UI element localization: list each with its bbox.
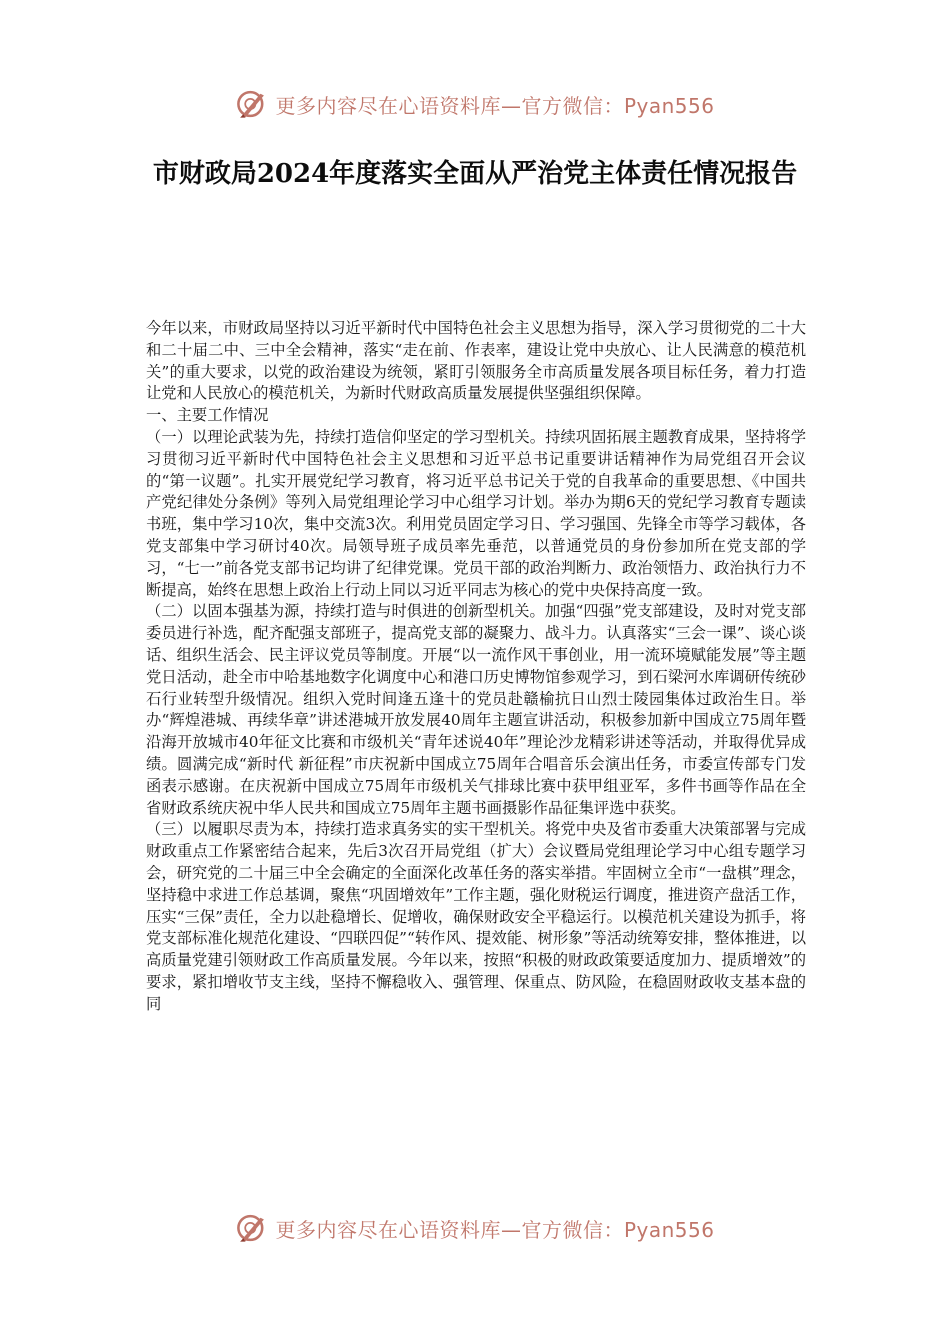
page-title: 市财政局2024年度落实全面从严治党主体责任情况报告 [152, 159, 798, 189]
watermark-text: 更多内容尽在心语资料库—官方微信：Pyan556 [275, 93, 715, 118]
watermark-text: 更多内容尽在心语资料库—官方微信：Pyan556 [275, 1217, 715, 1242]
paragraph-intro: 今年以来，市财政局坚持以习近平新时代中国特色社会主义思想为指导，深入学习贯彻党的二十大和二十届二中、三中全会精神，落实“走在前、作表率，建设让党中央放心、让人民满意的模范机关”的重大要求，以党的政治建设为统领，紧盯引领服务全市高质量发展各项目标任务，着力打造让党和人民放心的模范机关，为新时代财政高质量发展提供坚强组织保障。 [146, 319, 806, 403]
paragraph-item-3: （三）以履职尽责为本，持续打造求真务实的实干型机关。将党中央及省市委重大决策部署与完成财政重点工作紧密结合起来，先后3次召开局党组（扩大）会议暨局党组理论学习中心组专题学习会，研究党的二十届三中全会确定的全面深化改革任务的落实举措。牢固树立全市“一盘棋”理念，坚持稳中求进工作总基调，聚焦“巩固增效年”工作主题，强化财税运行调度，推进资产盘活工作，压实“三保”责任，全力以赴稳增长、促增收，确保财政安全平稳运行。以模范机关建设为抓手，将党支部标准化规范化建设、“四联四促”“转作风、提效能、树形象”等活动统筹安排，整体推进，以高质量党建引领财政工作高质量发展。今年以来，按照“积极的财政政策要适度加力、提质增效”的要求，紧扣增收节支主线，坚持不懈稳收入、强管理、保重点、防风险，在稳固财政收支基本盘的同 [146, 820, 806, 1013]
pen-logo-icon [235, 1211, 269, 1245]
paragraph-item-2: （二）以固本强基为源，持续打造与时俱进的创新型机关。加强“四强”党支部建设，及时对党支部委员进行补选，配齐配强支部班子，提高党支部的凝聚力、战斗力。认真落实“三会一课”、谈心谈话、组织生活会、民主评议党员等制度。开展“以一流作风干事创业，用一流环境赋能发展”等主题党日活动，赴全市中哈基地数字化调度中心和港口历史博物馆参观学习，到石梁河水库调研传统砂石行业转型升级情况。组织入党时间逢五逢十的党员赴赣榆抗日山烈士陵园集体过政治生日。举办“辉煌港城、再续华章”讲述港城开放发展40周年主题宣讲活动，积极参加新中国成立75周年暨沿海开放城市40年征文比赛和市级机关“青年述说40年”理论沙龙精彩讲述等活动，并取得优异成绩。圆满完成“新时代 新征程”市庆祝新中国成立75周年合唱音乐会演出任务，市委宣传部专门发函表示感谢。在庆祝新中国成立75周年市级机关气排球比赛中获甲组亚军，多件书画等作品在全省财政系统庆祝中华人民共和国成立75周年主题书画摄影作品征集评选中获奖。 [146, 602, 806, 817]
paragraph-item-1: （一）以理论武装为先，持续打造信仰坚定的学习型机关。持续巩固拓展主题教育成果，坚持将学习贯彻习近平新时代中国特色社会主义思想和习近平总书记重要讲话精神作为局党组召开会议的“第一议题”。扎实开展党纪学习教育，将习近平总书记关于党的自我革命的重要思想、《中国共产党纪律处分条例》等列入局党组理论学习中心组学习计划。举办为期6天的党纪学习教育专题读书班，集中学习10次，集中交流3次。利用党员固定学习日、学习强国、先锋全市等学习载体，各党支部集中学习研讨40次。局领导班子成员率先垂范，以普通党员的身份参加所在党支部的学习，“七一”前各党支部书记均讲了纪律党课。党员干部的政治判断力、政治领悟力、政治执行力不断提高，始终在思想上政治上行动上同以习近平同志为核心的党中央保持高度一致。 [146, 427, 806, 599]
document-body [146, 318, 806, 1016]
watermark-footer [0, 1208, 950, 1248]
pen-logo-icon [235, 87, 269, 121]
watermark-header [0, 84, 950, 124]
section-heading: 一、主要工作情况 [146, 406, 269, 425]
